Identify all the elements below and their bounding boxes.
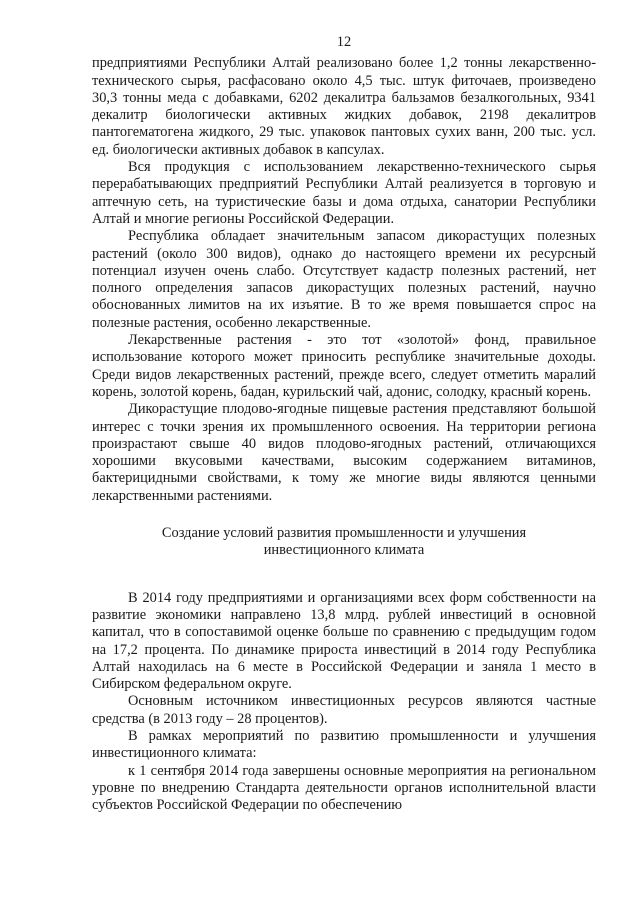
paragraph-investment-sources: Основным источником инвестиционных ресурсов являются частные средства (в 2013 году – 28 процентов). <box>92 693 596 727</box>
paragraph-wild-plant-resources: Республика обладает значительным запасом дикорастущих полезных растений (около 300 видов), однако до настоящего времени их ресурсный потенциал изучен очень слабо. Отсутствует кадастр полезных растений, нет полного определения запасов дикорастущих полезных растений, научно обоснованных лимитов на их изъятие. В то же время повышается спрос на полезные растения, особенно лекарственные. <box>92 228 596 331</box>
section-heading <box>92 525 596 560</box>
paragraph-medicinal-plants: Лекарственные растения - это тот «золотой» фонд, правильное использование которого может приносить республике значительные доходы. Среди видов лекарственных растений, прежде всего, следует отметить маралий корень, золотой корень, бадан, курильский чай, адонис, солодку, красный корень. <box>92 332 596 400</box>
paragraph-measures-intro: В рамках мероприятий по развитию промышленности и улучшения инвестиционного климата: <box>92 727 596 762</box>
paragraph-standard-implementation: к 1 сентября 2014 года завершены основные мероприятия на региональном уровне по внедрению Стандарта деятельности органов исполнительной власти субъектов Российской Федерации по обеспечению <box>92 762 596 814</box>
paragraph-product-distribution: Вся продукция с использованием лекарственно-технического сырья перерабатывающих предприятий Республики Алтай реализуется в торговую и аптечную сеть, на туристические базы и дома отдыха, санатории Республики Алтай и многие регионы Российской Федерации. <box>92 159 596 227</box>
section-heading-line-1: Создание условий развития промышленности и улучшения <box>161 525 527 542</box>
document-page <box>92 34 596 814</box>
paragraph-production-volumes: предприятиями Республики Алтай реализовано более 1,2 тонны лекарственно-технического сырья, расфасовано около 4,5 тыс. штук фиточаев, произведено 30,3 тонны меда с добавками, 6202 декалитра бальзамов безалкогольных, 9341 декалитр биологически активных жидких добавок, 2198 декалитров пантогематогена жидкого, 29 тыс. упаковок пантовых сухих ванн, 200 тыс. усл. ед. биологически активных добавок в капсулах. <box>92 55 596 158</box>
page-number: 12 <box>336 34 352 50</box>
paragraph-investments-2014: В 2014 году предприятиями и организациями всех форм собственности на развитие экономики направлено 13,8 млрд. рублей инвестиций в основной капитал, что в сопоставимой оценке больше по сравнению с предыдущим годом на 17,2 процента. По динамике прироста инвестиций в 2014 году Республика Алтай находилась на 6 месте в Российской Федерации и заняла 1 место в Сибирском федеральном округе. <box>92 589 596 693</box>
section-heading-line-2: инвестиционного климата <box>263 542 425 559</box>
paragraph-fruit-berry-plants: Дикорастущие плодово-ягодные пищевые растения представляют большой интерес с точки зрения их промышленного освоения. На территории региона произрастают свыше 40 видов плодово-ягодных растений, отличающихся хорошими вкусовыми качествами, высоким содержанием витаминов, бактерицидными свойствами, к тому же многие виды являются ценными лекарственными растениями. <box>92 401 596 504</box>
